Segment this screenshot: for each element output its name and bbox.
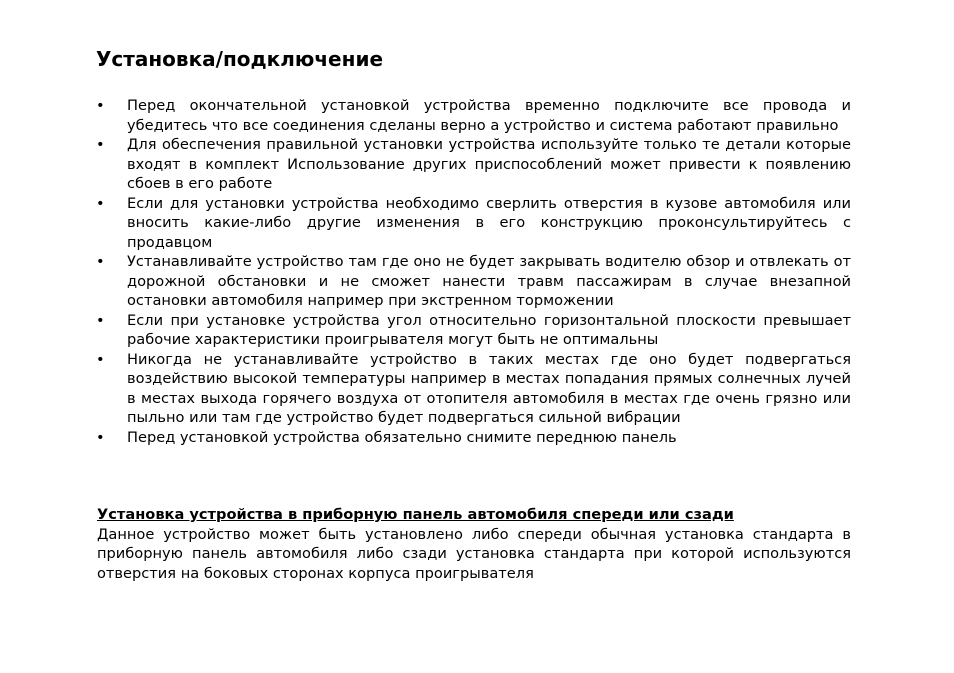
bullet-icon: • xyxy=(96,428,105,446)
list-item xyxy=(96,252,851,311)
page-title: Установка/подключение xyxy=(96,47,384,71)
list-item xyxy=(96,428,851,448)
bullet-icon: • xyxy=(96,97,105,114)
list-item xyxy=(96,96,851,135)
list-item-text: Если для установки устройства необходимо сверлить отверстия в кузове автомобиля или вносить какие-либо другие изменения в его конструкцию проконсультируйтесь с продавцом xyxy=(127,194,851,251)
instruction-list xyxy=(96,96,851,447)
list-item-text: Никогда не устанавливайте устройство в таких местах где оно будет подвергаться воздействию высокой температуры например в местах попадания прямых солнечных лучей в местах выхода горячего воздуха от отопителя автомобиля в местах где очень грязно или пыльно или там где устройство будет подвергаться сильной вибрации xyxy=(127,350,851,426)
list-item xyxy=(96,311,851,350)
list-item-text: Устанавливайте устройство там где оно не будет закрывать водителю обзор и отвлекать от дорожной обстановки и не сможет нанести травм пассажирам в случае внезапной остановки автомобиля например при экстренном торможении xyxy=(127,253,851,309)
front-rear-installation-section xyxy=(97,505,851,583)
bullet-icon: • xyxy=(96,253,105,270)
section-title: Установка устройства в приборную панель автомобиля спереди или сзади xyxy=(97,506,734,523)
section-paragraph: Данное устройство может быть установлено либо спереди обычная установка стандарта в приборную панель автомобиля либо сзади установка стандарта при которой используются отверстия на боковых сторонах корпуса проигрывателя xyxy=(97,525,851,582)
list-item xyxy=(96,135,851,194)
list-item xyxy=(96,194,851,253)
list-item-text: Перед окончательной установкой устройства временно подключите все провода и убедитесь что все соединения сделаны верно а устройство и система работают правильно xyxy=(127,97,851,134)
list-item xyxy=(96,350,851,428)
bullet-icon: • xyxy=(96,194,105,212)
bullet-icon: • xyxy=(96,350,105,368)
bullet-icon: • xyxy=(96,311,105,329)
list-item-text: Если при установке устройства угол относительно горизонтальной плоскости превышает рабочие характеристики проигрывателя могут быть не оптимальны xyxy=(127,311,851,348)
list-item-text: Для обеспечения правильной установки устройства используйте только те детали которые входят в комплект Использование других приспособлений может привести к появлению сбоев в его работе xyxy=(127,136,851,192)
list-item-text: Перед установкой устройства обязательно снимите переднюю панель xyxy=(127,428,677,446)
bullet-icon: • xyxy=(96,136,105,153)
